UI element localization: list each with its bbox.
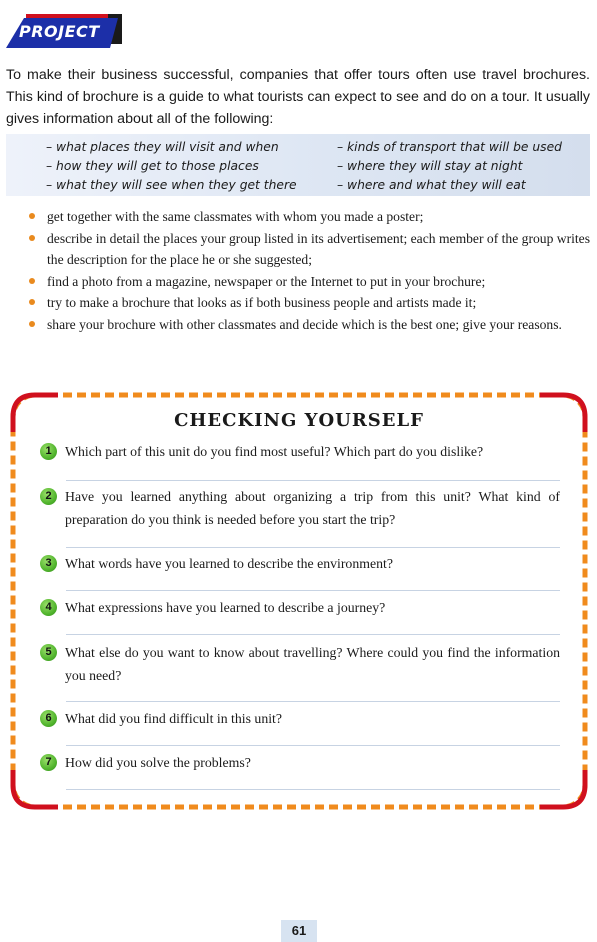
answer-line bbox=[66, 480, 560, 481]
project-badge bbox=[6, 14, 122, 50]
question-number-badge: 1 bbox=[40, 443, 57, 460]
bullet-dot-icon bbox=[29, 278, 35, 284]
question-text: Have you learned anything about organizing a trip from this unit? What kind of preparation do you think is needed before you start the trip? bbox=[65, 489, 560, 527]
answer-line bbox=[66, 634, 560, 635]
checklist-item: – kinds of transport that will be used bbox=[337, 140, 562, 154]
question-number-badge: 5 bbox=[40, 644, 57, 661]
checklist-item: – what places they will visit and when bbox=[46, 140, 279, 154]
question-number-badge: 7 bbox=[40, 754, 57, 771]
task-item bbox=[26, 228, 590, 271]
info-checklist bbox=[6, 134, 590, 196]
checklist-item: – where and what they will eat bbox=[337, 178, 526, 192]
checking-yourself-title: CHECKING YOURSELF bbox=[174, 410, 424, 431]
question-number-badge: 4 bbox=[40, 599, 57, 616]
question-text: How did you solve the problems? bbox=[65, 755, 251, 770]
question-item bbox=[40, 641, 560, 687]
task-item bbox=[26, 206, 590, 228]
checklist-item: – where they will stay at night bbox=[337, 159, 523, 173]
checking-yourself-box bbox=[10, 392, 588, 810]
question-number-badge: 6 bbox=[40, 710, 57, 727]
task-item bbox=[26, 292, 590, 314]
task-item bbox=[26, 314, 590, 336]
task-list bbox=[26, 206, 590, 335]
question-text: What words have you learned to describe the environment? bbox=[65, 556, 393, 571]
bullet-dot-icon bbox=[29, 235, 35, 241]
bullet-dot-icon bbox=[29, 299, 35, 305]
question-item bbox=[40, 707, 560, 730]
question-item bbox=[40, 596, 560, 619]
question-item bbox=[40, 751, 560, 774]
question-item bbox=[40, 552, 560, 575]
task-text: get together with the same classmates with whom you made a poster; bbox=[47, 209, 424, 224]
intro-paragraph: To make their business successful, companies that offer tours often use travel brochures. This kind of brochure is a guide to what tourists can expect to see and do on a tour. It usually gives information about all of the following: bbox=[6, 67, 590, 127]
bullet-dot-icon bbox=[29, 213, 35, 219]
answer-line bbox=[66, 590, 560, 591]
task-item bbox=[26, 271, 590, 293]
page-number: 61 bbox=[281, 920, 317, 942]
task-text: find a photo from a magazine, newspaper or the Internet to put in your brochure; bbox=[47, 273, 486, 289]
checklist-item: – how they will get to those places bbox=[46, 159, 259, 173]
answer-line bbox=[66, 701, 560, 702]
answer-line bbox=[66, 789, 560, 790]
question-text: Which part of this unit do you find most useful? Which part do you dislike? bbox=[65, 444, 484, 459]
answer-line bbox=[66, 547, 560, 548]
task-text: describe in detail the places your group listed in its advertisement; each member of the group writes the description for the place he or she suggested; bbox=[47, 230, 590, 267]
question-text: What expressions have you learned to describe a journey? bbox=[65, 600, 386, 615]
checklist-item: – what they will see when they get there bbox=[46, 178, 297, 192]
checklist-right-column bbox=[337, 138, 562, 195]
task-text: share your brochure with other classmates and decide which is the best one; give your reasons. bbox=[47, 316, 562, 332]
answer-line bbox=[66, 745, 560, 746]
bullet-dot-icon bbox=[29, 321, 35, 327]
question-text: What did you find difficult in this unit? bbox=[65, 711, 283, 726]
question-text: What else do you want to know about travelling? Where could you find the information you need? bbox=[65, 645, 560, 683]
question-number-badge: 3 bbox=[40, 555, 57, 572]
question-item bbox=[40, 440, 560, 463]
task-text: try to make a brochure that looks as if both business people and artists made it; bbox=[47, 295, 477, 310]
question-number-badge: 2 bbox=[40, 488, 57, 505]
project-badge-label: PROJECT bbox=[19, 22, 100, 41]
checklist-left-column bbox=[46, 138, 297, 195]
question-item bbox=[40, 485, 560, 531]
